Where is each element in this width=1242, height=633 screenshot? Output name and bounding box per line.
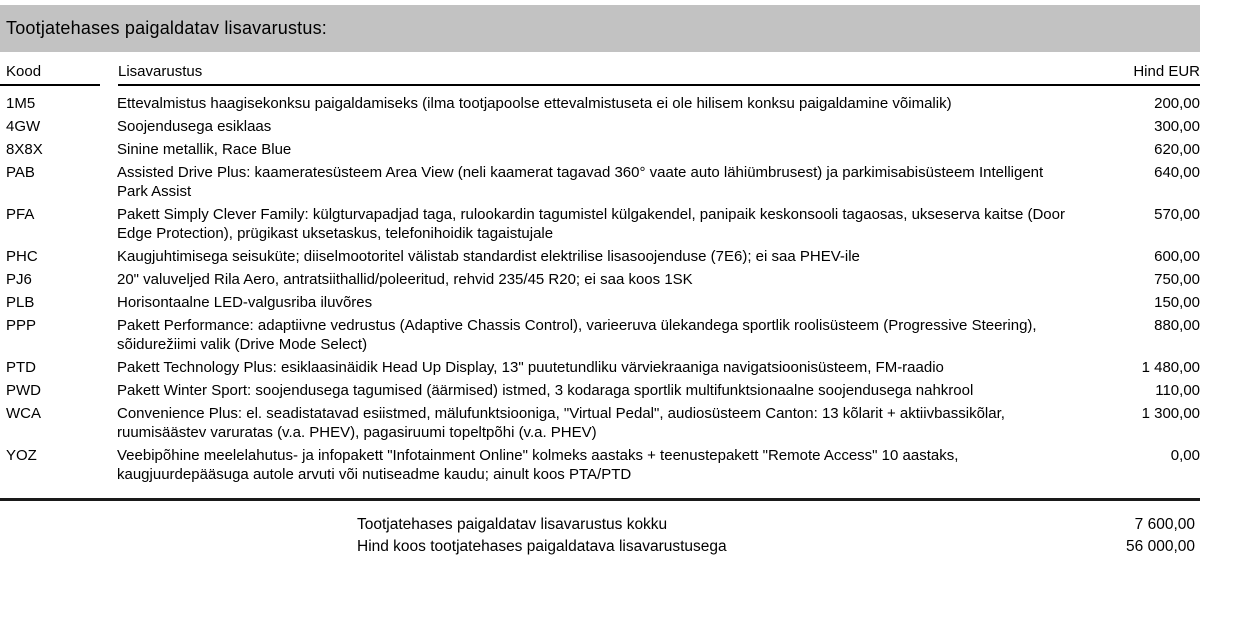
option-price-cell: 570,00	[1154, 206, 1200, 223]
table-row	[0, 446, 1200, 484]
option-description-cell: Horisontaalne LED-valgusriba iluvõres	[117, 294, 373, 311]
option-price-cell: 880,00	[1154, 317, 1200, 334]
table-row	[0, 316, 1200, 354]
option-description-cell: Pakett Simply Clever Family: külgturvapadjad taga, rulookardin tagumistel külgakendel, panipaik keskonsooli tagaosas, ukseserva kaitse (Door Edge Protection), prügikast uksetaskus, telefonihoidik tagaistujale	[117, 206, 1065, 242]
table-row	[0, 270, 1200, 289]
option-code-cell: 4GW	[6, 118, 41, 135]
table-row	[0, 163, 1200, 201]
option-code-cell: WCA	[6, 405, 41, 422]
option-description-cell: Pakett Performance: adaptiivne vedrustus (Adaptive Chassis Control), varieeruva ülekandega sportlik roolisüsteem (Progressive Steering), sõidurežiimi valik (Drive Mode Select)	[117, 317, 1037, 353]
column-header-hind-eur: Hind EUR	[1133, 63, 1200, 80]
option-price-cell: 750,00	[1154, 271, 1200, 288]
option-price-cell: 620,00	[1154, 141, 1200, 158]
option-price-cell: 200,00	[1154, 95, 1200, 112]
table-row	[0, 247, 1200, 266]
option-description-cell: 20" valuveljed Rila Aero, antratsiithallid/poleeritud, rehvid 235/45 R20; ei saa koos 1SK	[117, 271, 693, 288]
table-row	[0, 381, 1200, 400]
option-description-cell: Assisted Drive Plus: kaameratesüsteem Area View (neli kaamerat tagavad 360° vaate auto lähiümbrusest) ja parkimisabisüsteem Intelligent Park Assist	[117, 164, 1044, 200]
option-price-cell: 1 480,00	[1141, 359, 1200, 376]
option-description-cell: Kaugjuhtimisega seisuküte; diiselmootoritel välistab standardist elektrilise lisasoojenduse (7E6); ei saa PHEV-ile	[117, 248, 860, 265]
option-code-cell: PJ6	[6, 271, 32, 288]
option-code-cell: PAB	[6, 164, 35, 181]
section-title-bar	[0, 5, 1200, 52]
option-price-cell: 150,00	[1154, 294, 1200, 311]
option-code-cell: PWD	[6, 382, 41, 399]
option-price-cell: 600,00	[1154, 248, 1200, 265]
table-row	[0, 94, 1200, 113]
option-description-cell: Convenience Plus: el. seadistatavad esiistmed, mälufunktsiooniga, "Virtual Pedal", audiosüsteem Canton: 13 kõlarit + aktiivbassikõlar, ruumisäästev varuratas (v.a. PHEV), pagasiruumi topeltpõhi (v.a. PHEV)	[117, 405, 1005, 441]
option-description-cell: Veebipõhine meelelahutus- ja infopakett "Infotainment Online" kolmeks aastaks + teenustepakett "Remote Access" 10 aastaks, kaugjuurdepääsuga autole arvuti või nutiseadme kaudu; ainult koos PTA/PTD	[117, 447, 959, 483]
table-row	[0, 205, 1200, 243]
option-price-cell: 300,00	[1154, 118, 1200, 135]
total-value: 56 000,00	[1126, 538, 1195, 555]
option-price-cell: 0,00	[1170, 447, 1200, 464]
options-table-body	[0, 94, 1200, 484]
option-code-cell: 8X8X	[6, 141, 43, 158]
option-code-cell: PFA	[6, 206, 35, 223]
table-row	[0, 293, 1200, 312]
option-description-cell: Sinine metallik, Race Blue	[117, 141, 292, 158]
total-value: 7 600,00	[1134, 516, 1195, 533]
total-row	[0, 514, 1200, 536]
option-price-cell: 1 300,00	[1141, 405, 1200, 422]
total-label: Tootjatehases paigaldatav lisavarustus kokku	[357, 516, 668, 533]
option-code-cell: 1M5	[6, 95, 36, 112]
option-code-cell: PPP	[6, 317, 37, 334]
option-code-cell: PTD	[6, 359, 36, 376]
option-description-cell: Pakett Technology Plus: esiklaasinäidik Head Up Display, 13" puutetundliku värviekraaniga navigatsioonisüsteem, FM-raadio	[117, 359, 944, 376]
header-main-cell	[118, 63, 1200, 86]
table-row	[0, 140, 1200, 159]
total-row	[0, 536, 1200, 558]
table-row	[0, 117, 1200, 136]
table-row	[0, 404, 1200, 442]
option-price-cell: 110,00	[1155, 382, 1200, 399]
column-header-kood: Kood	[0, 63, 100, 86]
table-header-row	[0, 63, 1200, 86]
option-description-cell: Ettevalmistus haagisekonksu paigaldamiseks (ilma tootjapoolse ettevalmistuseta ei ole hilisem konksu paigaldamine võimalik)	[117, 95, 952, 112]
option-price-cell: 640,00	[1154, 164, 1200, 181]
totals-section	[0, 514, 1200, 558]
total-label: Hind koos tootjatehases paigaldatava lisavarustusega	[357, 538, 727, 555]
option-code-cell: PHC	[6, 248, 38, 265]
option-description-cell: Pakett Winter Sport: soojendusega tagumised (äärmised) istmed, 3 kodaraga sportlik multifunktsionaalne soojendusega nahkrool	[117, 382, 974, 399]
option-code-cell: YOZ	[6, 447, 37, 464]
table-row	[0, 358, 1200, 377]
totals-separator-rule	[0, 498, 1200, 501]
section-title: Tootjatehases paigaldatav lisavarustus:	[6, 18, 327, 38]
column-header-lisavarustus: Lisavarustus	[118, 63, 203, 80]
option-description-cell: Soojendusega esiklaas	[117, 118, 272, 135]
option-code-cell: PLB	[6, 294, 35, 311]
